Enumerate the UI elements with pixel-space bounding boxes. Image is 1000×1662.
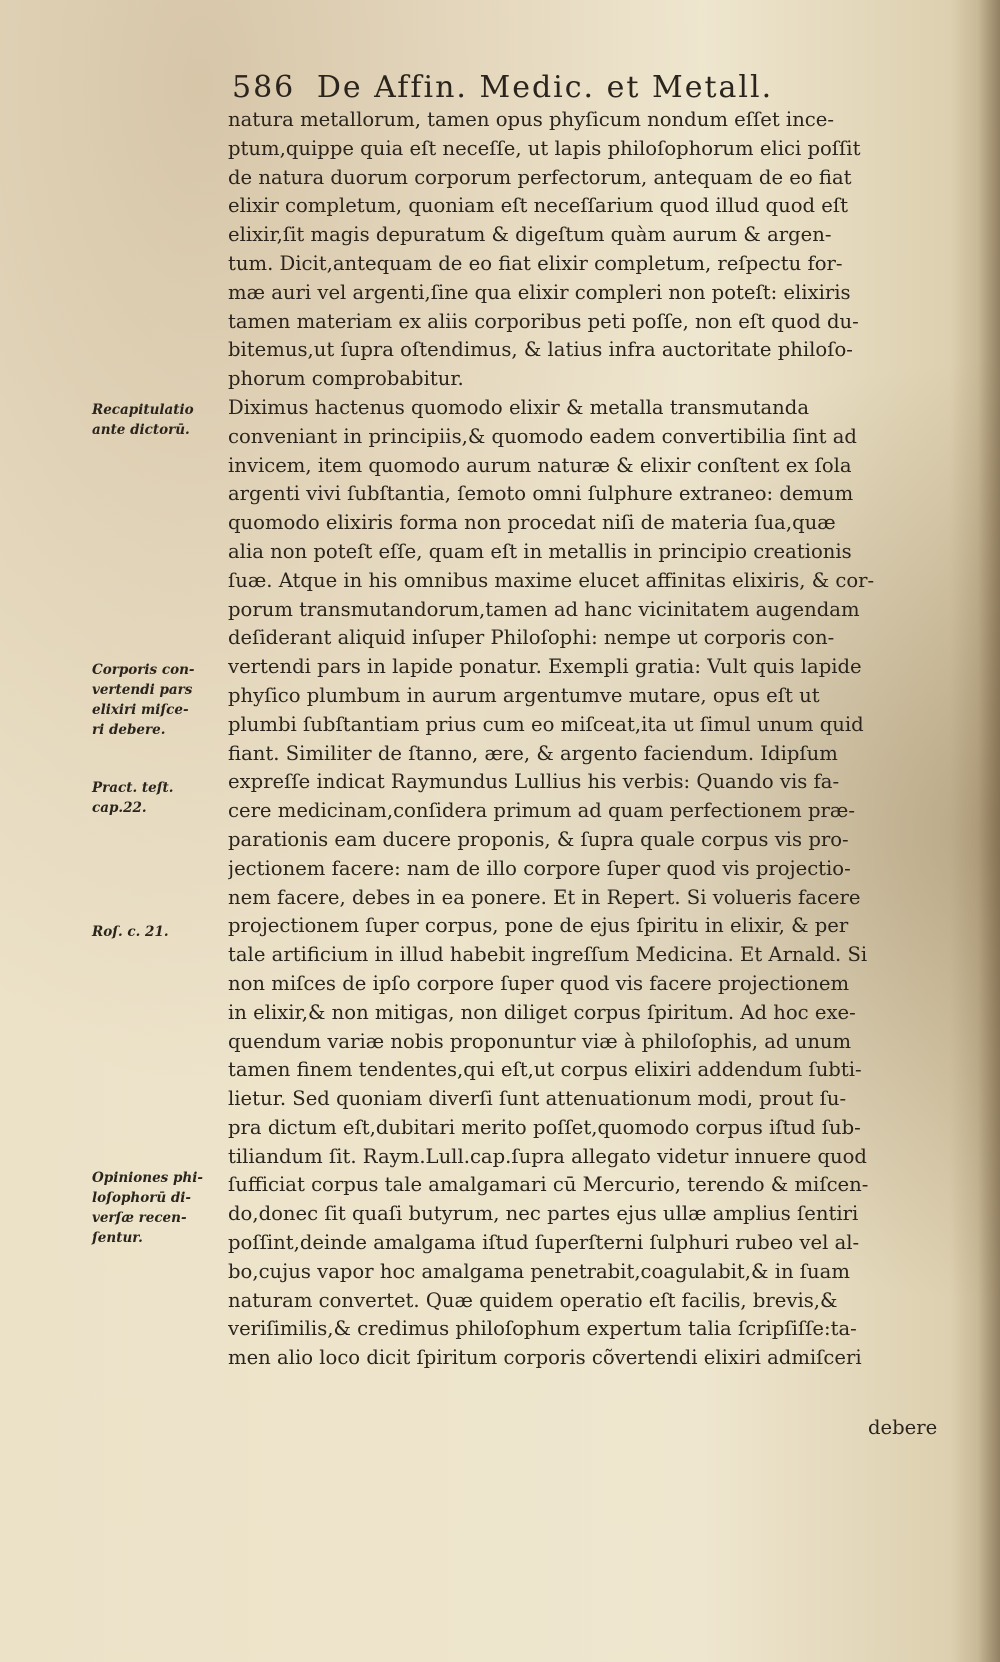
text-line: non miſces de ipſo corpore ſuper quod vis facere projectionem [228, 971, 850, 995]
marginal-note-line: Corporis con- [92, 662, 195, 678]
text-line: lietur. Sed quoniam diverſi ſunt attenuationum modi, prout ſu- [228, 1087, 847, 1111]
marginal-note-opiniones [92, 1168, 220, 1248]
text-line: porum transmutandorum,tamen ad hanc vicinitatem augendam [228, 597, 860, 621]
text-line: natura metallorum, tamen opus phyſicum nondum eſſet ince- [228, 108, 834, 131]
text-line: in elixir,& non mitigas, non diliget corpus ſpiritum. Ad hoc exe- [228, 1000, 856, 1024]
text-line: argenti vivi ſubſtantia, ſemoto omni ſulphure extraneo: demum [228, 482, 854, 506]
text-line: tiliandum ſit. Raym.Lull.cap.ſupra allegato videtur innuere quod [228, 1144, 867, 1168]
text-line: mæ auri vel argenti,ſine qua elixir compleri non poteſt: elixiris [228, 280, 851, 304]
text-line: tamen materiam ex aliis corporibus peti poſſe, non eſt quod du- [228, 309, 859, 333]
text-line: Diximus hactenus quomodo elixir & metalla transmutanda [228, 395, 810, 419]
marginal-note-line: Opiniones phi- [92, 1170, 203, 1186]
text-line: vertendi pars in lapide ponatur. Exempli gratia: Vult quis lapide [228, 655, 862, 679]
text-line: pra dictum eſt,dubitari merito poſſet,quomodo corpus iſtud ſub- [228, 1115, 861, 1139]
text-line: deſiderant aliquid inſuper Philoſophi: nempe ut corporis con- [228, 626, 835, 650]
text-line: ptum,quippe quia eſt neceſſe, ut lapis philoſophorum elici poſſit [228, 136, 861, 160]
marginal-note-line: ri debere. [92, 722, 166, 738]
text-line: poſſint,deinde amalgama iſtud ſuperſterni ſulphuri rubeo vel al- [228, 1231, 860, 1255]
page-number: 586 [232, 70, 296, 105]
marginal-note-line: cap.22. [92, 800, 147, 816]
text-line: bitemus,ut ſupra oſtendimus, & latius infra auctoritate philoſo- [228, 338, 853, 362]
marginal-note-line: vertendi pars [92, 682, 193, 698]
text-line: invicem, item quomodo aurum naturæ & elixir conſtent ex ſola [228, 453, 852, 477]
text-line: parationis eam ducere proponis, & ſupra quale corpus vis pro- [228, 827, 849, 851]
running-title: De Affin. Medic. et Metall. [316, 70, 774, 105]
text-line: men alio loco dicit ſpiritum corporis cõvertendi elixiri admiſceri [228, 1346, 862, 1370]
marginal-note-line: Recapitulatio [92, 402, 194, 418]
text-line: elixir,ſit magis depuratum & digeſtum quàm aurum & argen- [228, 223, 832, 247]
marginal-note-pract-test [92, 778, 220, 818]
text-line: do,donec ſit quaſi butyrum, nec partes ejus ullæ amplius ſentiri [228, 1202, 859, 1226]
marginal-note-corporis [92, 660, 220, 740]
marginal-note-ros [92, 922, 220, 942]
marginal-note-line: ſentur. [92, 1230, 143, 1246]
marginal-note-line: verſæ recen- [92, 1210, 187, 1226]
text-line: cere medicinam,conſidera primum ad quam perfectionem præ- [228, 799, 855, 823]
text-line: fiant. Similiter de ſtanno, ære, & argento faciendum. Idipſum [228, 741, 838, 765]
text-line: elixir completum, quoniam eſt neceſſarium quod illud quod eſt [228, 194, 849, 218]
text-line: tum. Dicit,antequam de eo fiat elixir completum, reſpectu for- [228, 251, 843, 275]
marginal-note-line: ante dictorū. [92, 422, 190, 438]
text-line: ſuæ. Atque in his omnibus maxime elucet affinitas elixiris, & cor- [228, 568, 875, 592]
text-line: quendum variæ nobis proponuntur viæ à philoſophis, ad unum [228, 1029, 852, 1053]
text-line: phyſico plumbum in aurum argentumve mutare, opus eſt ut [228, 683, 820, 707]
text-line: projectionem ſuper corpus, pone de ejus ſpiritu in elixir, & per [228, 914, 849, 938]
body-text [228, 106, 940, 1373]
running-header [232, 70, 932, 105]
marginal-note-line: elixiri miſce- [92, 702, 189, 718]
text-line: nem facere, debes in ea ponere. Et in Repert. Si volueris facere [228, 885, 861, 909]
page-edge-shadow [978, 0, 1000, 1662]
marginal-note-line: Roſ. c. 21. [92, 924, 169, 940]
text-line: phorum comprobabitur. [228, 367, 464, 391]
text-line: bo,cujus vapor hoc amalgama penetrabit,coagulabit,& in ſuam [228, 1259, 850, 1283]
text-line: alia non poteſt eſſe, quam eſt in metallis in principio creationis [228, 539, 852, 563]
text-line: conveniant in principiis,& quomodo eadem convertibilia ſint ad [228, 424, 857, 448]
marginal-note-recapitulatio [92, 400, 220, 440]
text-line: naturam convertet. Quæ quidem operatio eſt facilis, brevis,& [228, 1288, 838, 1312]
text-line: plumbi ſubſtantiam prius cum eo miſceat,ita ut ſimul unum quid [228, 712, 864, 736]
text-line: veriſimilis,& credimus philoſophum expertum talia ſcripſiſſe:ta- [228, 1317, 857, 1341]
text-line: jectionem facere: nam de illo corpore ſuper quod vis projectio- [228, 856, 851, 880]
text-line: ſufficiat corpus tale amalgamari cū Mercurio, terendo & miſcen- [228, 1173, 869, 1197]
text-line: tale artificium in illud habebit ingreſſum Medicina. Et Arnald. Si [228, 943, 868, 967]
text-line: expreſſe indicat Raymundus Lullius his verbis: Quando vis fa- [228, 770, 840, 794]
text-line: tamen finem tendentes,qui eſt,ut corpus elixiri addendum ſubti- [228, 1058, 862, 1082]
catchword: debere [868, 1416, 938, 1439]
text-line: quomodo elixiris forma non procedat niſi de materia ſua,quæ [228, 511, 836, 535]
marginal-note-line: Pract. teſt. [92, 780, 174, 796]
marginal-note-line: loſophorū di- [92, 1190, 192, 1206]
text-line: de natura duorum corporum perfectorum, antequam de eo fiat [228, 165, 852, 189]
